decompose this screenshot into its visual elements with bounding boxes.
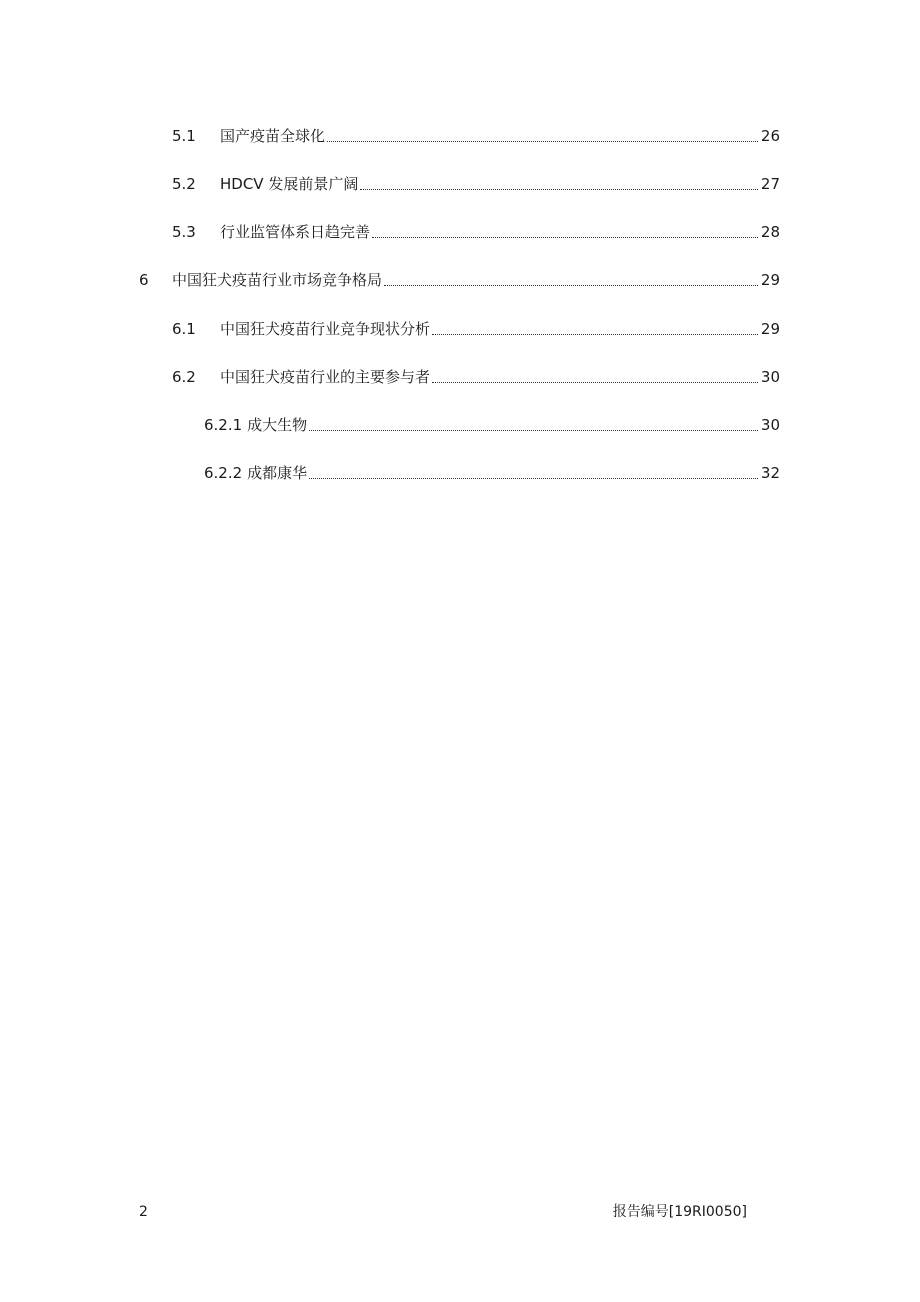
toc-entry-number: 5.1 [172, 127, 196, 145]
toc-entry-page: 30 [760, 416, 780, 434]
toc-dot-leader [432, 334, 758, 335]
toc-entry-title: 成都康华 [247, 464, 308, 482]
toc-entry-page: 29 [760, 271, 780, 289]
toc-dot-leader [432, 382, 758, 383]
toc-entry-page: 30 [760, 368, 780, 386]
toc-entry-title: HDCV 发展前景广阔 [220, 175, 359, 193]
toc-entry-6-2-2[interactable] [204, 462, 780, 484]
toc-entry-page: 27 [760, 175, 780, 193]
toc-entry-5-1[interactable] [172, 125, 780, 147]
toc-entry-title: 中国狂犬疫苗行业的主要参与者 [220, 368, 431, 386]
toc-entry-title: 成大生物 [247, 416, 308, 434]
toc-entry-6-1[interactable] [172, 318, 780, 340]
footer-page-number: 2 [139, 1204, 148, 1220]
toc-entry-number: 6 [139, 271, 149, 289]
toc-entry-page: 32 [760, 464, 780, 482]
toc-entry-page: 28 [760, 223, 780, 241]
toc-entry-number: 6.2.2 [204, 464, 243, 482]
toc-entry-title: 中国狂犬疫苗行业竞争现状分析 [220, 320, 431, 338]
toc-entry-title: 国产疫苗全球化 [220, 127, 326, 145]
toc-dot-leader [384, 285, 758, 286]
toc-entry-6-2-1[interactable] [204, 414, 780, 436]
toc-entry-number: 5.2 [172, 175, 196, 193]
toc-entry-5-3[interactable] [172, 221, 780, 243]
toc-entry-page: 29 [760, 320, 780, 338]
footer-report-id: 报告编号[19RI0050] [612, 1204, 747, 1220]
toc-entry-6-2[interactable] [172, 366, 780, 388]
toc-dot-leader [327, 141, 758, 142]
toc-dot-leader [360, 189, 758, 190]
toc-entry-5-2[interactable] [172, 173, 780, 195]
toc-entry-number: 6.2.1 [204, 416, 243, 434]
toc-dot-leader [309, 430, 758, 431]
toc-entry-title: 中国狂犬疫苗行业市场竞争格局 [172, 271, 383, 289]
toc-dot-leader [372, 237, 758, 238]
toc-entry-6[interactable] [139, 269, 780, 291]
toc-entry-number: 6.2 [172, 368, 196, 386]
toc-dot-leader [309, 478, 758, 479]
toc-entry-number: 6.1 [172, 320, 196, 338]
toc-entry-title: 行业监管体系日趋完善 [220, 223, 371, 241]
toc-entry-number: 5.3 [172, 223, 196, 241]
toc-entry-page: 26 [760, 127, 780, 145]
